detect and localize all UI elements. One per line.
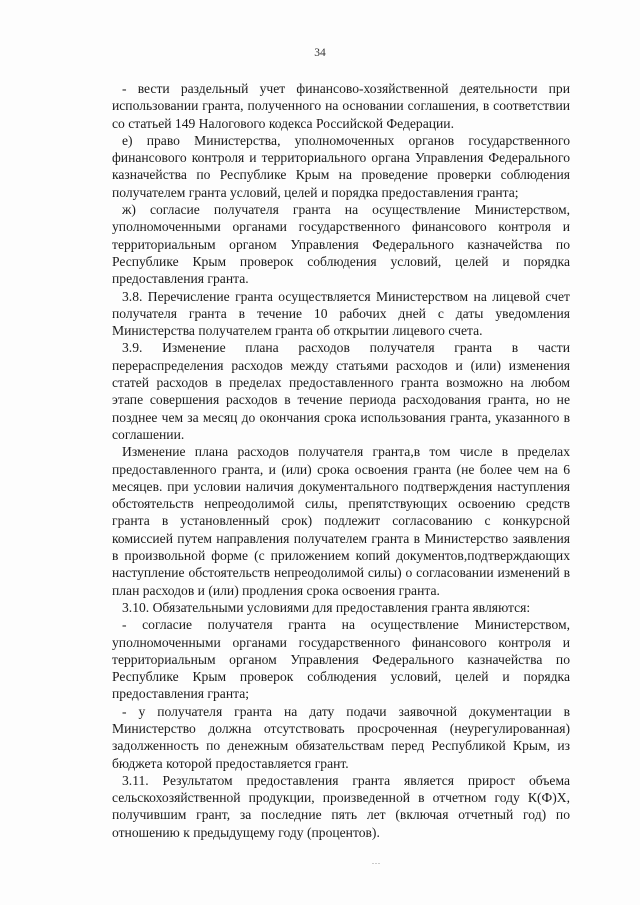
paragraph-3-10: 3.10. Обязательными условиями для предоставления гранта являются:: [122, 599, 531, 615]
paragraph-3-8: 3.8. Перечисление гранта осуществляется Министерством на лицевой счет получателя гранта в течение 10 рабочих дней с даты уведомления Министерства получателем гранта об открытии лицевого счета.: [112, 288, 570, 339]
scan-ink-mark: ...: [372, 857, 381, 866]
page-number: 34: [314, 47, 326, 59]
paragraph-separate-accounting: - вести раздельный учет финансово-хозяйственной деятельности при использовании гранта, полученного на основании соглашения, в соответствии со статьей 149 Налогового кодекса Российской Федерации.: [112, 81, 570, 131]
paragraph-condition-consent: - согласие получателя гранта на осуществление Министерством, уполномоченными органами государственного финансового контроля и территориальным органом Управления Федерального казначейства по Республике Крым проверок соблюдения условий, целей и порядка предоставления гранта;: [112, 617, 570, 702]
document-body: [112, 80, 570, 841]
paragraph-3-11: 3.11. Результатом предоставления гранта является прирост объема сельскохозяйственной продукции, произведенной в отчетном году К(Ф)Х, получившим грант, за последние пять лет (включая отчетный год) по отношению к предыдущему году (процентов).: [112, 772, 570, 840]
paragraph-item-e: е) право Министерства, уполномоченных органов государственного финансового контроля и территориального органа Управления Федерального казначейства по Республике Крым на проведение проверки соблюдения получателем гранта условий, целей и порядка предоставления гранта;: [112, 132, 570, 200]
paragraph-condition-no-debt: - у получателя гранта на дату подачи заявочной документации в Министерство должна отсутствовать просроченная (неурегулированная) задолженность по денежным обязательствам перед Республикой Крым, из бюджета которой предоставляется грант.: [112, 703, 570, 771]
paragraph-item-zh: ж) согласие получателя гранта на осуществление Министерством, уполномоченными органами государственного финансового контроля и территориальным органом Управления Федерального казначейства по Республике Крым проверок соблюдения условий, целей и порядка предоставления гранта.: [112, 202, 570, 287]
paragraph-3-9: 3.9. Изменение плана расходов получателя гранта в части перераспределения расходов между статьями расходов и (или) изменения статей расходов в пределах предоставленного гранта возможно на любом этапе совершения расходов в течение периода расходования гранта, но не позднее чем за месяц до окончания срока использования гранта, указанного в соглашении.: [112, 340, 570, 442]
paragraph-plan-change: Изменение плана расходов получателя гранта,в том числе в пределах предоставленного гранта, и (или) срока освоения гранта (не более чем на 6 месяцев. при условии наличия документального подтверждения наступления обстоятельств непреодолимой силы, препятствующих освоению средств гранта в установленный срок) подлежит согласованию с конкурсной комиссией путем направления получателем гранта в Министерство заявления в произвольной форме (с приложением копий документов,подтверждающих наступление обстоятельств непреодолимой силы) о согласовании изменений в план расходов и (или) продления срока освоения гранта.: [112, 444, 570, 598]
